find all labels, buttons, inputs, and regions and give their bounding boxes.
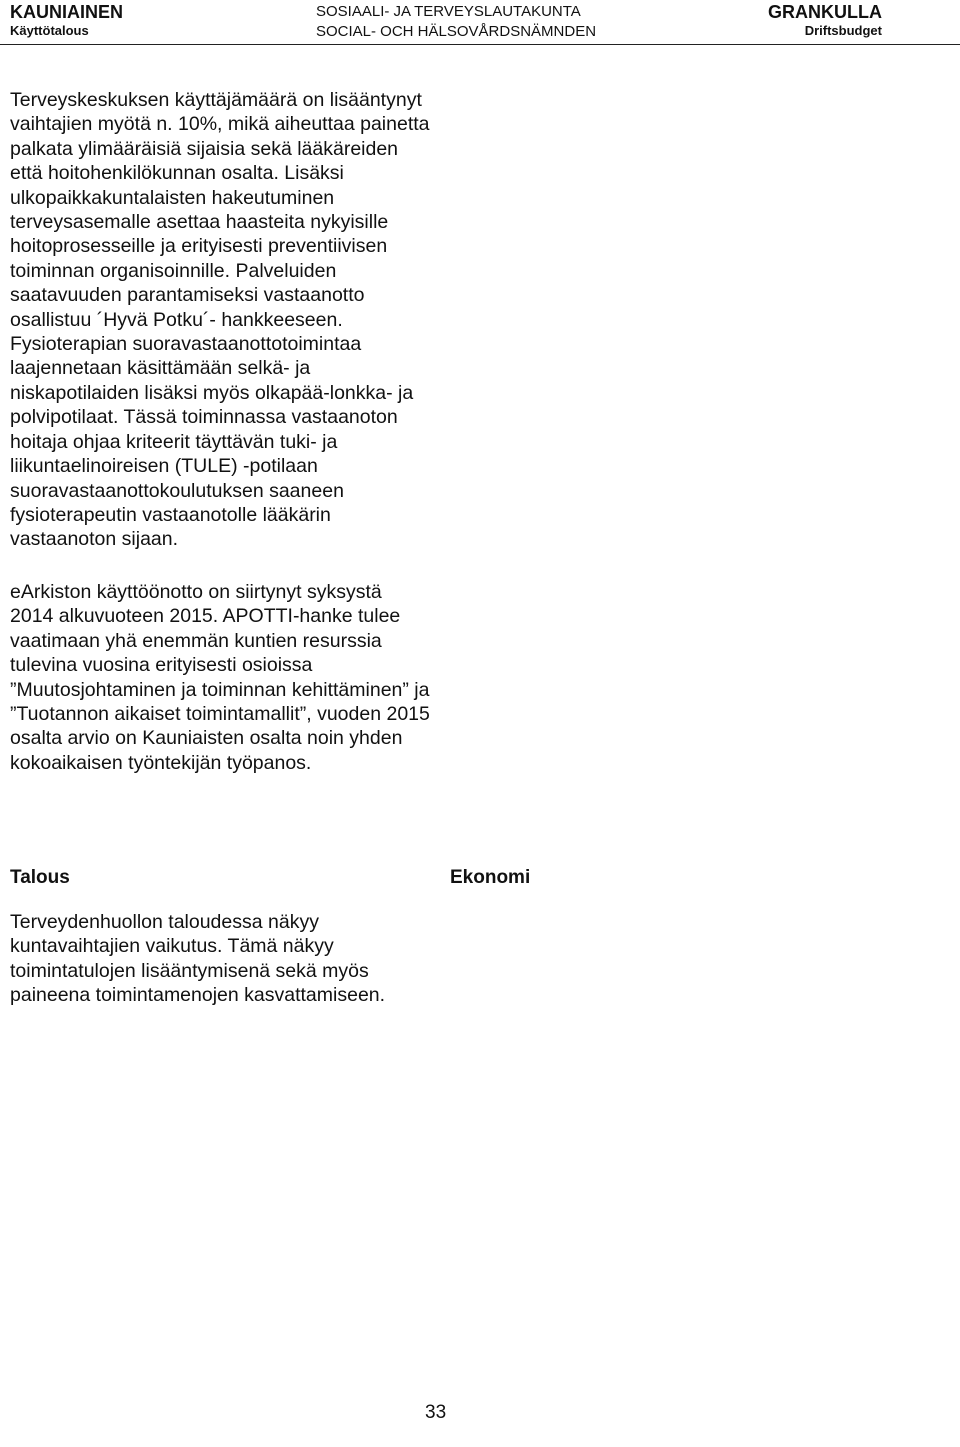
municipality-name-fi: KAUNIAINEN bbox=[10, 2, 124, 22]
section-heading-ekonomi: Ekonomi bbox=[450, 867, 531, 888]
header-rule bbox=[0, 44, 960, 45]
board-name-sv: SOCIAL- OCH HÄLSOVÅRDSNÄMNDEN bbox=[316, 23, 597, 40]
budget-type-sv: Driftsbudget bbox=[804, 23, 882, 38]
header-right bbox=[768, 2, 882, 39]
body-paragraph-earchive: eArkiston käyttöönotto on siirtynyt syksystä 2014 alkuvuoteen 2015. APOTTI-hanke tulee vaatimaan yhä enemmän kuntien resurssia tulevina vuosina erityisesti osioissa ”Muutosjohtaminen ja toiminnan kehittäminen” ja ”Tuotannon aikaiset toimintamallit”, vuoden 2015 osalta arvio on Kauniaisten osalta noin yhden kokoaikaisen työntekijän työpanos. bbox=[10, 581, 430, 774]
budget-type-fi: Käyttötalous bbox=[10, 23, 89, 38]
municipality-name-sv: GRANKULLA bbox=[768, 2, 882, 22]
header-left bbox=[10, 2, 123, 39]
section-heading-talous: Talous bbox=[10, 867, 70, 888]
body-paragraph-economy: Terveydenhuollon taloudessa näkyy kuntavaihtajien vaikutus. Tämä näkyy toimintatulojen lisääntymisenä sekä myös paineena toimintamenojen kasvattamiseen. bbox=[10, 911, 386, 1007]
header-center bbox=[316, 2, 596, 42]
body-paragraph-health-center: Terveyskeskuksen käyttäjämäärä on lisääntynyt vaihtajien myötä n. 10%, mikä aiheuttaa painetta palkata ylimääräisiä sijaisia sekä lääkäreiden että hoitohenkilökunnan osalta. Lisäksi ulkopaikkakuntalaisten hakeutuminen terveysasemalle asettaa haasteita nykyisille hoitoprosesseille ja erityisesti preventiivisen toiminnan organisoinnille. Palveluiden saatavuuden parantamiseksi vastaanotto osallistuu ´Hyvä Potku´- hankkeeseen. Fysioterapian suoravastaanottotoimintaa laajennetaan käsittämään selkä- ja niskapotilaiden lisäksi myös olkapää-lonkka- ja polvipotilaat. Tässä toiminnassa vastaanoton hoitaja ohjaa kriteerit täyttävän tuki- ja liikuntaelinoireisen (TULE) -potilaan suoravastaanottokoulutuksen saaneen fysioterapeutin vastaanotolle lääkärin vastaanoton sijaan. bbox=[10, 89, 430, 551]
page-number: 33 bbox=[425, 1402, 447, 1423]
board-name-fi: SOSIAALI- JA TERVEYSLAUTAKUNTA bbox=[316, 3, 581, 20]
